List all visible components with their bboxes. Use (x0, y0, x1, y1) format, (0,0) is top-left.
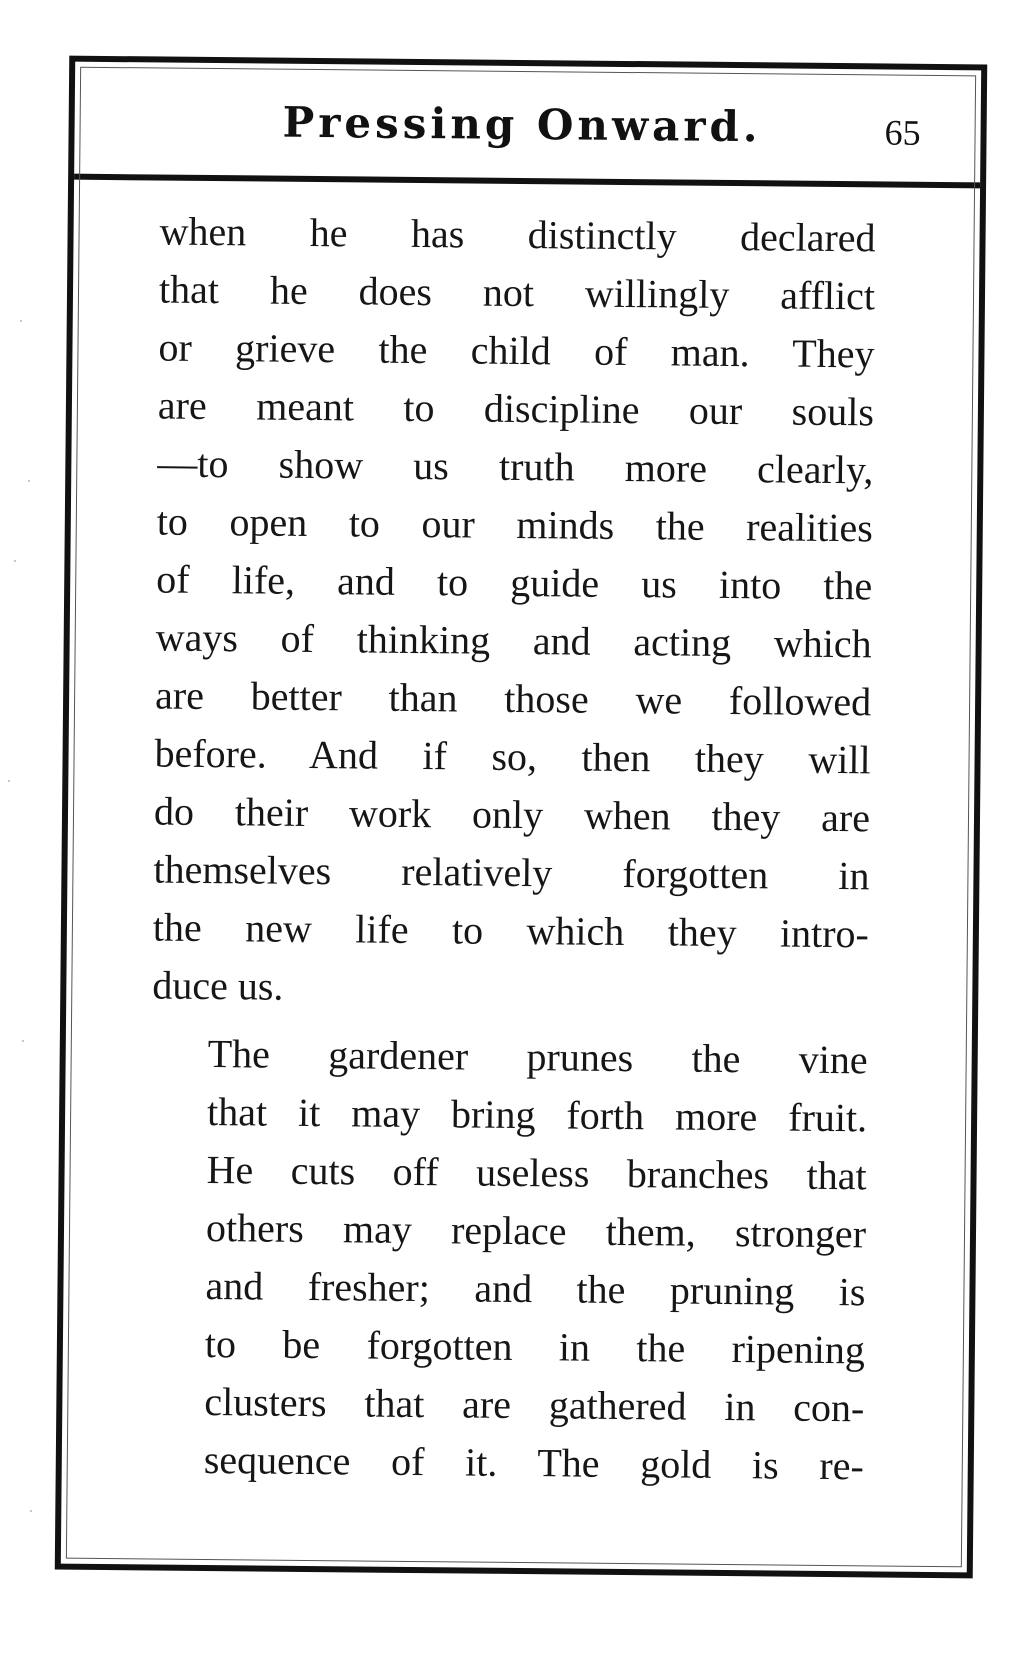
text-line: He cuts off useless branches that (206, 1146, 867, 1199)
scan-speck (8, 780, 10, 782)
text-line: when he has distinctly declared (159, 208, 876, 261)
text-line: others may replace them, stronger (205, 1204, 867, 1257)
text-line: sequence of it. The gold is re- (203, 1436, 865, 1489)
text-line: and fresher; and the pruning is (205, 1262, 866, 1315)
text-line: or grieve the child of man. They (158, 324, 875, 377)
text-line: to open to our minds the realities (156, 498, 874, 551)
scan-speck (30, 1510, 32, 1512)
text-line: are better than those we followed (154, 672, 872, 725)
scan-speck (20, 320, 22, 322)
text-line: clusters that are gathered in con- (204, 1378, 865, 1431)
scan-speck (22, 1040, 24, 1042)
page-border-frame (55, 56, 987, 1579)
page-number: 65 (884, 112, 921, 153)
text-line: of life, and to guide us into the (156, 556, 873, 609)
text-line: do their work only when they are (153, 788, 871, 841)
body-text (148, 203, 876, 1496)
text-line: that he does not willingly afflict (158, 266, 876, 319)
text-line: themselves relatively forgotten in (153, 846, 870, 899)
page-title: Pressing Onward. (282, 97, 762, 152)
text-line: that it may bring forth more fruit. (206, 1089, 868, 1141)
text-line: before. And if so, then they will (154, 730, 871, 783)
paragraph (148, 1024, 868, 1495)
text-line: —to show us truth more clearly, (157, 440, 874, 493)
text-line: the new life to which they intro- (152, 904, 870, 957)
running-header (74, 62, 981, 189)
paragraph (152, 203, 876, 1022)
scan-speck (14, 560, 16, 562)
text-line: duce us. (152, 962, 284, 1009)
text-line: are meant to discipline our souls (157, 382, 875, 435)
scan-speck (28, 480, 30, 482)
text-line: The gardener prunes the vine (207, 1031, 868, 1083)
text-line: ways of thinking and acting which (155, 614, 872, 667)
text-line: to be forgotten in the ripening (204, 1320, 866, 1373)
